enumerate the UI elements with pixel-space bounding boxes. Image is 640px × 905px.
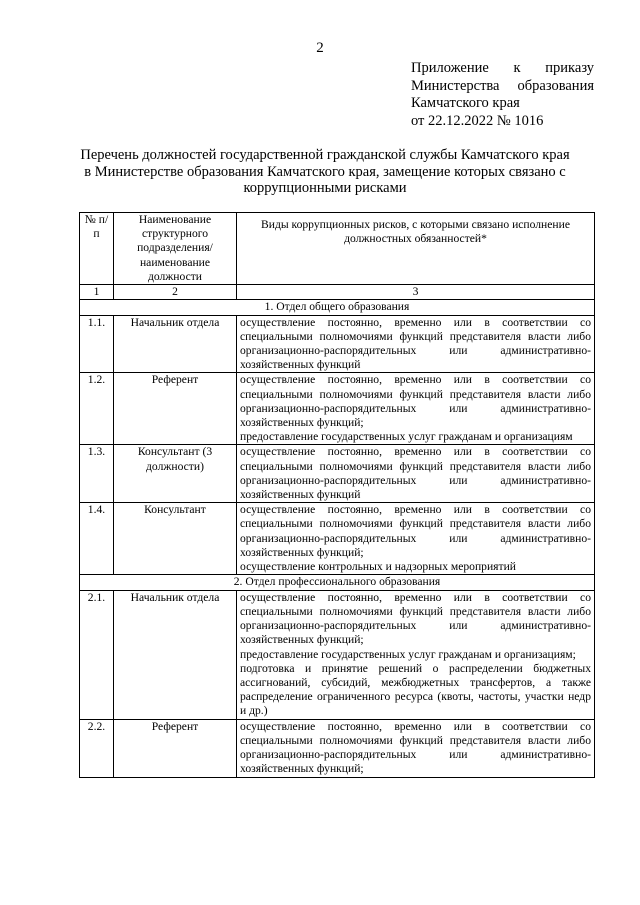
risk-item: осуществление контрольных и надзорных мероприятий <box>240 560 516 574</box>
risk-cell <box>237 503 595 575</box>
risk-item: предоставление государственных услуг гражданам и организациям <box>240 430 573 444</box>
risk-item: осуществление постоянно, временно или в соответствии со специальными полномочиями функций представителя власти либо организационно-распорядительных или административно-хозяйственных функций <box>240 445 591 502</box>
table-body <box>80 300 595 777</box>
section-row <box>80 575 595 591</box>
table-row <box>80 590 595 719</box>
section-row <box>80 300 595 316</box>
risk-cell <box>237 373 595 445</box>
appendix-block <box>411 60 594 130</box>
row-number: 2.2. <box>80 719 114 777</box>
table-row <box>80 445 595 503</box>
page-number: 2 <box>316 40 324 56</box>
appendix-line: Министерства образования <box>411 77 594 94</box>
section-title: 2. Отдел профессионального образования <box>80 575 595 591</box>
row-number: 1.2. <box>80 373 114 445</box>
risk-item: подготовка и принятие решений о распределении бюджетных ассигнований, субсидий, межбюджетных трансфертов, а также распределение ограниченного ресурса (квоты, частоты, участки недр и др.) <box>240 661 591 718</box>
risk-item: осуществление постоянно, временно или в соответствии со специальными полномочиями функций представителя власти либо организационно-распорядительных или административно-хозяйственных функций; <box>240 590 591 647</box>
risk-cell <box>237 315 595 373</box>
header-position: Наименование структурного подразделения/ наименование должности <box>114 213 237 285</box>
risk-item: осуществление постоянно, временно или в соответствии со специальными полномочиями функций представителя власти либо организационно-распорядительных или административно-хозяйственных функций <box>240 315 591 372</box>
title-line: коррупционными рисками <box>243 180 407 196</box>
risk-item: осуществление постоянно, временно или в соответствии со специальными полномочиями функций представителя власти либо организационно-распорядительных или административно-хозяйственных функций; <box>240 373 591 430</box>
column-number: 1 <box>80 285 114 300</box>
row-number: 1.3. <box>80 445 114 503</box>
document-title <box>70 147 580 197</box>
risk-cell <box>237 719 595 777</box>
appendix-line: Приложение к приказу <box>411 60 594 76</box>
column-numbers-row <box>80 285 595 300</box>
appendix-line: Камчатского края <box>411 95 520 112</box>
table-row <box>80 719 595 777</box>
risk-item: осуществление постоянно, временно или в соответствии со специальными полномочиями функций представителя власти либо организационно-распорядительных или административно-хозяйственных функций; <box>240 719 591 776</box>
positions-table <box>79 212 595 778</box>
position-name: Начальник отдела <box>114 590 237 719</box>
table-row <box>80 315 595 373</box>
column-number: 3 <box>237 285 595 300</box>
position-name: Консультант <box>114 503 237 575</box>
table-header-row <box>80 213 595 285</box>
row-number: 1.1. <box>80 315 114 373</box>
position-name: Референт <box>114 373 237 445</box>
appendix-line: от 22.12.2022 № 1016 <box>411 112 544 129</box>
title-line: в Министерстве образования Камчатского края, замещение которых связано с <box>84 163 566 180</box>
row-number: 2.1. <box>80 590 114 719</box>
section-title: 1. Отдел общего образования <box>80 300 595 316</box>
risk-cell <box>237 590 595 719</box>
risk-item: осуществление постоянно, временно или в соответствии со специальными полномочиями функций представителя власти либо организационно-распорядительных или административно-хозяйственных функций; <box>240 503 591 559</box>
position-name: Начальник отдела <box>114 315 237 373</box>
header-number: № п/п <box>80 213 114 285</box>
table-row <box>80 503 595 575</box>
position-name: Консультант (3 должности) <box>114 445 237 503</box>
row-number: 1.4. <box>80 503 114 575</box>
position-name: Референт <box>114 719 237 777</box>
table-row <box>80 373 595 445</box>
risk-item: предоставление государственных услуг гражданам и организациям; <box>240 647 576 661</box>
column-number: 2 <box>114 285 237 300</box>
title-line: Перечень должностей государственной гражданской службы Камчатского края <box>80 147 570 163</box>
risk-cell <box>237 445 595 503</box>
header-risks: Виды коррупционных рисков, с которыми связано исполнение должностных обязанностей* <box>237 213 595 285</box>
